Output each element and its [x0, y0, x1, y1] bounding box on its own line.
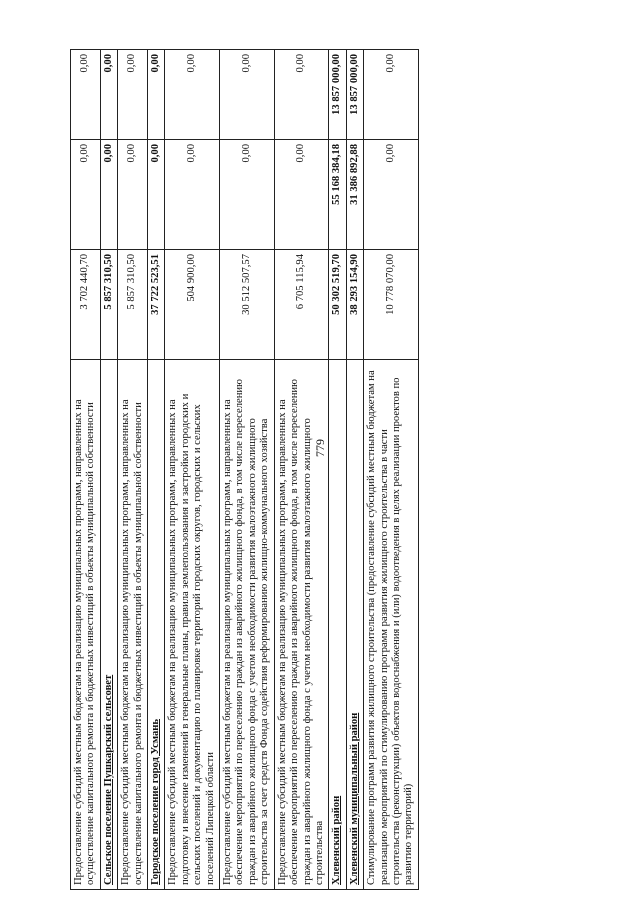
row-value-1-cell: 504 900,00 — [165, 250, 220, 360]
row-name-cell: Предоставление субсидий местным бюджетам на реализацию муниципальных программ, направленных на обеспечение мероприятий по переселению граждан из аварийного жилищного фонда, в том числе переселению граждан из аварийного жилищного фонда с учетом необходимости развития малоэтажного жилищного строительства — [274, 360, 329, 890]
row-value-1-cell: 50 302 519,70 — [329, 250, 346, 360]
row-value-3-cell: 0,00 — [100, 50, 117, 140]
row-value-2-cell: 31 386 892,88 — [346, 140, 363, 250]
row-value-1-cell: 10 778 070,00 — [364, 250, 419, 360]
row-name-cell: Хлевенский район — [329, 360, 346, 890]
table-subtotal-row — [100, 50, 117, 890]
row-name-cell: Хлевенский муниципальный район — [346, 360, 363, 890]
row-value-3-cell: 0,00 — [274, 50, 329, 140]
row-value-3-cell: 13 857 000,00 — [329, 50, 346, 140]
table-row — [274, 50, 329, 890]
row-value-3-cell: 0,00 — [220, 50, 275, 140]
row-name-cell: Предоставление субсидий местным бюджетам на реализацию муниципальных программ, направленных на осуществление капитального ремонта и бюджетных инвестиций в объекты муниципальной собственности — [118, 360, 148, 890]
row-value-1-cell: 5 857 310,50 — [118, 250, 148, 360]
row-value-1-cell: 37 722 523,51 — [148, 250, 165, 360]
row-value-2-cell: 0,00 — [71, 140, 101, 250]
table-row — [118, 50, 148, 890]
row-value-3-cell: 0,00 — [71, 50, 101, 140]
row-value-2-cell: 0,00 — [100, 140, 117, 250]
rotated-page-content — [70, 50, 530, 890]
row-value-3-cell: 0,00 — [165, 50, 220, 140]
row-value-2-cell: 55 168 384,18 — [329, 140, 346, 250]
table-row — [71, 50, 101, 890]
table-row — [220, 50, 275, 890]
row-name-cell: Стимулирование программ развития жилищного строительства (предоставление субсидий местным бюджетам на реализацию мероприятий по стимулированию программ развития жилищного строительства в части строительства (реконструкции) объектов водоснабжения и (или) водоотведения в целях реализации проектов по развитию территорий) — [364, 360, 419, 890]
row-value-1-cell: 5 857 310,50 — [100, 250, 117, 360]
subsidy-table-body — [71, 50, 419, 890]
table-subtotal-row — [346, 50, 363, 890]
row-name-cell: Предоставление субсидий местным бюджетам на реализацию муниципальных программ, направленных на осуществление капитального ремонта и бюджетных инвестиций в объекты муниципальной собственности — [71, 360, 101, 890]
row-value-3-cell: 13 857 000,00 — [346, 50, 363, 140]
subsidy-table — [70, 49, 419, 890]
row-value-2-cell: 0,00 — [118, 140, 148, 250]
row-value-2-cell: 0,00 — [220, 140, 275, 250]
row-name-cell: Сельское поселение Пушкарский сельсовет — [100, 360, 117, 890]
row-name-cell: Городское поселение город Усмань — [148, 360, 165, 890]
row-value-1-cell: 3 702 440,70 — [71, 250, 101, 360]
row-value-1-cell: 6 705 115,94 — [274, 250, 329, 360]
row-value-3-cell: 0,00 — [118, 50, 148, 140]
row-name-cell: Предоставление субсидий местным бюджетам на реализацию муниципальных программ, направленных на подготовку и внесение изменений в генеральные планы, правила землепользования и застройки городских и сельских поселений и документацию по планировке территорий городских округов, городских и сельских поселений Липецкой области — [165, 360, 220, 890]
row-value-3-cell: 0,00 — [364, 50, 419, 140]
row-value-1-cell: 30 512 507,57 — [220, 250, 275, 360]
row-value-2-cell: 0,00 — [148, 140, 165, 250]
row-value-3-cell: 0,00 — [148, 50, 165, 140]
table-row — [364, 50, 419, 890]
row-value-1-cell: 38 293 154,90 — [346, 250, 363, 360]
row-name-cell: Предоставление субсидий местным бюджетам на реализацию муниципальных программ, направленных на обеспечение мероприятий по переселению граждан из аварийного жилищного фонда, в том числе переселению граждан из аварийного жилищного фонда с учетом необходимости развития малоэтажного жилищного строительства за счет средств Фонда содействия реформированию жилищно-коммунального хозяйства — [220, 360, 275, 890]
row-value-2-cell: 0,00 — [274, 140, 329, 250]
table-subtotal-row — [148, 50, 165, 890]
table-row — [165, 50, 220, 890]
page-number: 779 — [313, 439, 327, 457]
row-value-2-cell: 0,00 — [364, 140, 419, 250]
table-subtotal-row — [329, 50, 346, 890]
row-value-2-cell: 0,00 — [165, 140, 220, 250]
